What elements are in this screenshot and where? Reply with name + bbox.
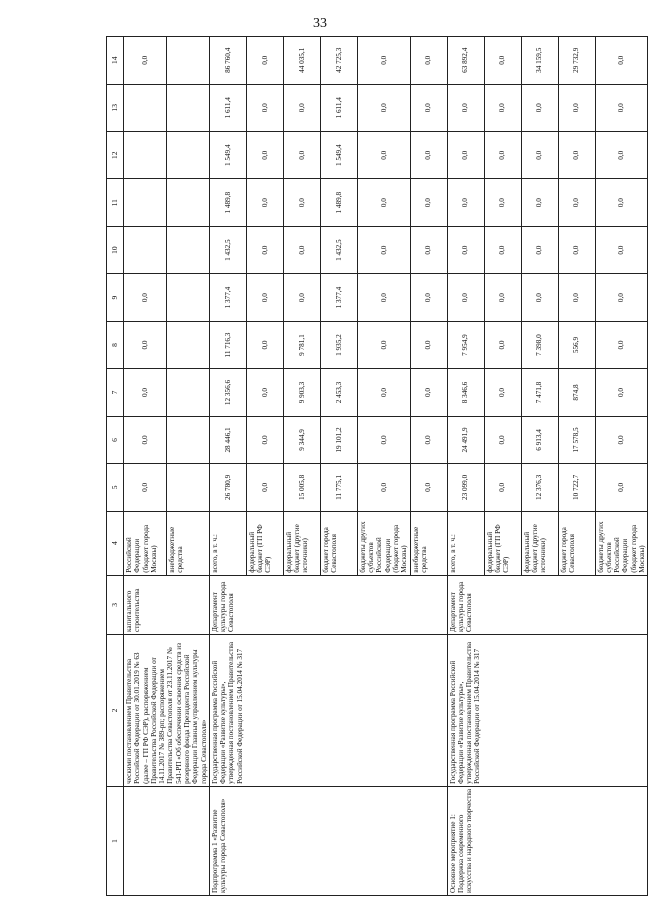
value-cell: 1 432,5 [209,226,246,273]
value-cell: 28 446,1 [209,416,246,463]
value-cell: 10 722,7 [558,464,595,511]
value-cell: 1 489,8 [209,179,246,226]
funding-source-cell: федеральный бюджет (другие источники) [521,511,558,575]
value-cell: 0,0 [124,416,167,463]
value-cell: 0,0 [484,226,521,273]
value-cell [166,416,209,463]
measure-name-cell [124,786,210,895]
value-cell: 7 954,9 [447,321,484,368]
value-cell: 0,0 [283,84,320,131]
value-cell: 0,0 [595,37,648,85]
column-header: 7 [107,369,124,416]
column-header: 13 [107,84,124,131]
value-cell: 0,0 [595,416,648,463]
value-cell: 0,0 [484,37,521,85]
value-cell: 0,0 [410,179,447,226]
value-cell: 0,0 [357,37,410,85]
value-cell: 0,0 [484,369,521,416]
value-cell: 0,0 [283,179,320,226]
value-cell: 0,0 [124,369,167,416]
value-cell: 29 732,9 [558,37,595,85]
value-cell [124,179,167,226]
column-header: 4 [107,511,124,575]
value-cell [166,274,209,321]
value-cell: 0,0 [447,132,484,179]
value-cell: 0,0 [410,369,447,416]
value-cell [166,179,209,226]
value-cell: 0,0 [246,464,283,511]
value-cell: 6 913,4 [521,416,558,463]
value-cell: 0,0 [558,226,595,273]
value-cell: 0,0 [595,464,648,511]
funding-source-cell: федеральный бюджет (ГП РФ СЭР) [484,511,521,575]
funding-source-cell: федеральный бюджет (ГП РФ СЭР) [246,511,283,575]
value-cell: 0,0 [246,321,283,368]
funding-source-cell: бюджет города Севастополя [320,511,357,575]
value-cell: 0,0 [246,132,283,179]
value-cell [166,226,209,273]
value-cell: 0,0 [124,464,167,511]
value-cell: 0,0 [246,37,283,85]
value-cell: 0,0 [558,84,595,131]
value-cell: 19 101,2 [320,416,357,463]
value-cell: 1 489,8 [320,179,357,226]
executor-cell: Департамент культуры города Севастополя [209,575,447,634]
column-header: 8 [107,321,124,368]
funding-source-cell: внебюджетные средства [410,511,447,575]
value-cell: 0,0 [447,179,484,226]
value-cell: 0,0 [447,274,484,321]
value-cell [166,84,209,131]
executor-cell: капитального строительства [124,575,210,634]
value-cell: 0,0 [124,321,167,368]
value-cell: 0,0 [595,369,648,416]
value-cell: 0,0 [357,84,410,131]
value-cell: 0,0 [484,132,521,179]
value-cell [166,321,209,368]
funding-source-cell: всего, в т. ч.: [209,511,246,575]
value-cell: 1 549,4 [320,132,357,179]
value-cell: 0,0 [410,321,447,368]
value-cell: 24 491,9 [447,416,484,463]
column-header: 2 [107,635,124,787]
value-cell: 1 935,2 [320,321,357,368]
column-header: 10 [107,226,124,273]
value-cell: 0,0 [410,132,447,179]
legal-basis-cell: ческими постановлением Правительства Российской Федерации от 30.01.2019 № 63 (далее – ГП РФ СЭР), распоряжением Правительства Российской Федерации от 14.11.2017 № 389-рп; распоряжением Правительства Севастополя от 23.11.2017 № 541-РП «Об обеспечении освоения средств из резервного фонда Президента Российской Федерации Главным управлением культуры города Севастополя» [124,635,210,787]
value-cell: 12 356,6 [209,369,246,416]
value-cell: 0,0 [484,464,521,511]
value-cell: 2 453,3 [320,369,357,416]
value-cell: 0,0 [558,274,595,321]
column-header: 9 [107,274,124,321]
value-cell: 0,0 [124,37,167,85]
executor-cell: Департамент культуры города Севастополя [447,575,648,634]
value-cell: 0,0 [595,274,648,321]
value-cell: 0,0 [410,226,447,273]
value-cell: 1 549,4 [209,132,246,179]
value-cell: 0,0 [484,416,521,463]
value-cell: 8 346,6 [447,369,484,416]
value-cell: 17 578,5 [558,416,595,463]
funding-source-cell: бюджеты других субъектов Российской Федерации (бюджет города Москвы) [357,511,410,575]
value-cell: 0,0 [595,132,648,179]
value-cell: 0,0 [484,274,521,321]
value-cell: 0,0 [283,226,320,273]
value-cell: 0,0 [357,274,410,321]
value-cell [166,132,209,179]
measure-name-cell: Подпрограмма 1 «Развитие культуры города Севастополя» [209,786,447,895]
value-cell: 0,0 [357,321,410,368]
value-cell: 0,0 [558,179,595,226]
value-cell [124,132,167,179]
funding-source-cell: внебюджетные средства [166,511,209,575]
value-cell: 1 611,4 [209,84,246,131]
value-cell: 0,0 [357,132,410,179]
value-cell: 0,0 [410,416,447,463]
value-cell: 0,0 [521,179,558,226]
value-cell: 11 775,1 [320,464,357,511]
value-cell: 0,0 [521,274,558,321]
value-cell: 0,0 [410,464,447,511]
value-cell: 0,0 [246,84,283,131]
column-header: 1 [107,786,124,895]
value-cell: 0,0 [447,226,484,273]
value-cell: 0,0 [246,179,283,226]
column-header: 6 [107,416,124,463]
value-cell: 1 377,4 [209,274,246,321]
value-cell: 0,0 [410,84,447,131]
table-row [124,37,167,896]
funding-source-cell: бюджеты других субъектов Российской Федерации (бюджет города Москвы) [595,511,648,575]
value-cell: 0,0 [357,226,410,273]
value-cell: 9 781,1 [283,321,320,368]
funding-source-cell: бюджет города Севастополя [558,511,595,575]
funding-source-cell: федеральный бюджет (другие источники) [283,511,320,575]
value-cell [166,369,209,416]
value-cell: 26 780,9 [209,464,246,511]
rotated-table-container [106,36,646,896]
value-cell: 42 725,3 [320,37,357,85]
table-row [209,37,246,896]
value-cell: 9 903,3 [283,369,320,416]
value-cell: 0,0 [283,132,320,179]
value-cell: 0,0 [357,464,410,511]
measure-name-cell: Основное мероприятие 1: Поддержка современного искусства и народного творчества [447,786,648,895]
value-cell: 0,0 [595,321,648,368]
column-header: 14 [107,37,124,85]
table-body [124,37,648,896]
table-row [447,37,484,896]
value-cell: 0,0 [124,274,167,321]
value-cell [124,226,167,273]
funding-source-cell: всего, в т. ч.: [447,511,484,575]
value-cell: 556,9 [558,321,595,368]
column-header: 12 [107,132,124,179]
legal-basis-cell: Государственная программа Российской Федерации «Развитие культуры», утвержденная постановлением Правительства Российской Федерации от 15.04.2014 № 317 [447,635,648,787]
legal-basis-cell: Государственная программа Российской Федерации «Развитие культуры», утвержденная постановлением Правительства Российской Федерации от 15.04.2014 № 317 [209,635,447,787]
value-cell [124,84,167,131]
value-cell: 0,0 [521,226,558,273]
value-cell: 1 611,4 [320,84,357,131]
value-cell: 0,0 [521,132,558,179]
value-cell: 0,0 [521,84,558,131]
value-cell: 0,0 [484,321,521,368]
value-cell: 0,0 [484,179,521,226]
value-cell: 0,0 [595,84,648,131]
value-cell: 0,0 [595,179,648,226]
value-cell: 0,0 [410,37,447,85]
value-cell: 34 159,5 [521,37,558,85]
column-header: 5 [107,464,124,511]
budget-table [106,36,648,896]
value-cell: 0,0 [484,84,521,131]
value-cell: 0,0 [558,132,595,179]
value-cell: 23 099,0 [447,464,484,511]
value-cell: 0,0 [246,416,283,463]
value-cell: 7 471,8 [521,369,558,416]
value-cell: 1 377,4 [320,274,357,321]
funding-source-cell: Российской Федерации (бюджет города Москвы) [124,511,167,575]
value-cell: 0,0 [283,274,320,321]
header-row [107,37,124,896]
value-cell: 0,0 [357,179,410,226]
value-cell: 0,0 [410,274,447,321]
value-cell: 0,0 [357,416,410,463]
value-cell: 11 716,3 [209,321,246,368]
value-cell: 0,0 [246,274,283,321]
value-cell: 0,0 [246,369,283,416]
page-number: 33 [313,16,327,31]
value-cell [166,37,209,85]
value-cell: 874,8 [558,369,595,416]
value-cell: 0,0 [357,369,410,416]
value-cell: 0,0 [447,84,484,131]
value-cell [166,464,209,511]
value-cell: 15 005,8 [283,464,320,511]
value-cell: 86 760,4 [209,37,246,85]
value-cell: 12 376,3 [521,464,558,511]
value-cell: 44 035,1 [283,37,320,85]
value-cell: 9 344,9 [283,416,320,463]
value-cell: 0,0 [595,226,648,273]
value-cell: 0,0 [246,226,283,273]
value-cell: 63 892,4 [447,37,484,85]
column-header: 11 [107,179,124,226]
column-header: 3 [107,575,124,634]
value-cell: 7 398,0 [521,321,558,368]
value-cell: 1 432,5 [320,226,357,273]
